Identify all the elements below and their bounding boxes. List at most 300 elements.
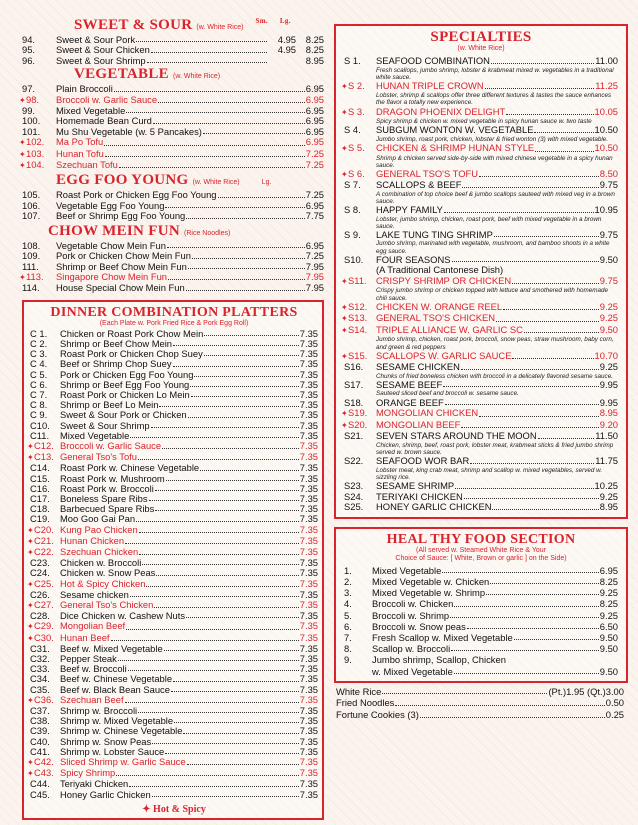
item-name: Mongolian Beef [60, 620, 126, 632]
leader-dots [395, 697, 604, 706]
item-number: C16. [30, 482, 50, 494]
extra-name: Fried Noodles [336, 697, 395, 709]
pepper-icon: ✦ [19, 149, 26, 159]
pepper-icon: ✦ [27, 441, 34, 451]
item-name: Shrimp w. Chinese Vegetable [60, 725, 183, 737]
item-price: 6.95 [305, 93, 324, 105]
item-name: MONGOLIAN CHICKEN [376, 407, 479, 419]
leader-dots [183, 726, 298, 733]
item-name: Beef w. Chinese Vegetable [60, 673, 173, 685]
pepper-icon: ✦ [27, 633, 34, 643]
pepper-icon: ✦ [341, 314, 348, 324]
item-price: 7.25 [305, 250, 324, 262]
leader-dots [156, 568, 298, 575]
item-price: 9.50 [599, 665, 618, 677]
leader-dots [165, 747, 299, 754]
item-number: C38. [30, 715, 50, 727]
item-number: C29. [34, 620, 54, 632]
leader-dots [152, 790, 299, 797]
item-number: 4. [344, 598, 352, 610]
pepper-icon: ✦ [19, 138, 26, 148]
item-price: 7.95 [305, 270, 324, 282]
item-number: C14. [30, 462, 50, 474]
item-number: S17. [344, 378, 364, 390]
item-number: C32. [30, 653, 50, 665]
leader-dots [218, 190, 305, 197]
leader-dots [111, 633, 299, 641]
leader-dots [188, 262, 305, 269]
item-number: C12. [34, 439, 54, 451]
leader-dots [450, 610, 599, 618]
item-name: SESAME BEEF [376, 378, 443, 390]
item-name: Sliced Shrimp w. Garlic Sauce [60, 756, 186, 768]
item-name: Roast Pork or Chicken Chop Suey [60, 348, 203, 360]
item-name: Plain Broccoli [56, 83, 113, 95]
item-name: Shrimp w. Broccoli [60, 705, 138, 717]
item-price: 7.25 [305, 147, 324, 159]
item-number-wrap [341, 141, 376, 155]
item-name: HAPPY FAMILY [376, 204, 443, 216]
item-name: Shrimp w. Lobster Sauce [60, 745, 165, 757]
item-price: 7.35 [299, 631, 318, 643]
leader-dots [470, 456, 594, 464]
item-price: 7.95 [305, 282, 324, 294]
item-price: 7.35 [299, 588, 318, 600]
item-number: C 5. [30, 368, 48, 380]
item-name: Roast Pork or Chicken Egg Foo Young [56, 189, 217, 201]
pepper-icon: ✦ [19, 161, 26, 171]
item-price: 11.00 [595, 55, 618, 66]
item-number: 111. [22, 260, 39, 272]
item-price: 8.95 [599, 501, 618, 513]
menu-item [30, 359, 318, 369]
healthy-box [334, 527, 628, 683]
leader-dots [155, 504, 298, 511]
item-name: Mixed Vegetable w. Shrimp [372, 587, 486, 599]
item-name: Teriyaki Chicken [60, 778, 129, 790]
extra-price: 0.50 [605, 697, 624, 709]
item-name: Shrimp or Beef Chow Mein Fun [56, 260, 187, 272]
leader-dots [204, 329, 298, 336]
item-name: Mu Shu Vegetable (w. 5 Pancakes) [56, 125, 202, 137]
leader-dots [479, 408, 599, 417]
menu-item [344, 431, 618, 442]
leader-dots [535, 143, 593, 152]
item-number: 6. [344, 620, 352, 632]
item-name: Shrimp w. Snow Peas [60, 735, 152, 747]
item-price: 10.50 [594, 141, 618, 153]
item-number: S 9. [344, 228, 361, 240]
item-price: 7.35 [299, 503, 318, 515]
item-price: 7.35 [299, 725, 318, 737]
item-price: 7.35 [299, 358, 318, 370]
pepper-icon: ✦ [341, 351, 348, 361]
item-price: 7.35 [299, 513, 318, 525]
item-name: Dice Chicken w. Cashew Nuts [60, 610, 186, 622]
menu-item [344, 456, 618, 467]
leader-dots [461, 420, 598, 429]
pepper-icon: ✦ [341, 409, 348, 419]
item-number: 94. [22, 34, 36, 45]
item-number: 105. [22, 189, 41, 201]
egg-foo-young-section [22, 173, 324, 221]
pepper-icon: ✦ [27, 525, 34, 535]
menu-item [344, 180, 618, 191]
leader-dots [491, 56, 594, 64]
item-name: GENERAL TSO'S CHICKEN [376, 312, 496, 324]
item-name: Hunan Beef [60, 631, 110, 643]
pepper-icon: ✦ [27, 758, 34, 768]
item-price: 6.95 [305, 136, 324, 148]
leader-dots [128, 664, 299, 671]
item-number: C 9. [30, 409, 48, 421]
extra-price: (Pt.)1.95 (Qt.)3.00 [548, 685, 624, 697]
leader-dots [147, 56, 267, 63]
item-price: 6.95 [305, 115, 324, 127]
item-name: Ma Po Tofu [56, 136, 104, 148]
item-name: Broccoli w. Garlic Sauce [56, 93, 158, 105]
item-name: Fresh Scallop w. Mixed Vegetable [372, 631, 513, 643]
leader-dots [445, 398, 599, 406]
item-name: Broccoli w. Shrimp [372, 609, 450, 621]
item-name: Mixed Vegetable [56, 105, 126, 117]
item-number: 5. [344, 609, 352, 621]
pepper-icon: ✦ [341, 420, 348, 430]
leader-dots [188, 410, 299, 417]
item-price: 7.35 [299, 378, 318, 390]
leader-dots [173, 339, 299, 346]
leader-dots [171, 685, 299, 692]
item-name: HONEY GARLIC CHICKEN [376, 501, 492, 513]
item-name: Mixed Vegetable w. Chicken [372, 575, 490, 587]
leader-dots [444, 205, 594, 213]
item-number: C43. [34, 767, 54, 779]
egg-foo-young-list [22, 190, 324, 221]
extra-item [336, 709, 624, 721]
specialties-title: SPECIALTIES [430, 29, 532, 45]
item-price: 7.35 [299, 429, 318, 441]
vegetable-section [19, 66, 324, 171]
item-number: S 2. [348, 79, 365, 91]
item-number: C 1. [30, 327, 48, 339]
item-price: 7.95 [305, 260, 324, 272]
item-name: Shrimp w. Mixed Vegetable [60, 715, 174, 727]
leader-dots [506, 107, 593, 116]
item-price: 7.35 [299, 745, 318, 757]
leader-dots [151, 45, 267, 52]
leader-dots [467, 621, 599, 629]
item-name: Shrimp or Beef Egg Foo Young [60, 378, 190, 390]
item-price: 9.25 [599, 312, 618, 324]
item-name: Szechuan Beef [60, 693, 124, 705]
left-column [19, 17, 324, 820]
item-name: Hunan Chicken [60, 534, 125, 546]
item-number: 113. [26, 270, 44, 282]
item-name: Szechuan Tofu [56, 159, 118, 171]
healthy-note-1: (All served w. Steamed White Rice & Your [416, 546, 546, 554]
item-price: 7.35 [299, 368, 318, 380]
item-number: C42. [34, 756, 54, 768]
menu-item [19, 159, 324, 171]
menu-item [30, 790, 318, 800]
menu-item [22, 283, 324, 293]
item-number-wrap [19, 159, 56, 171]
item-name: (A Traditional Cantonese Dish) [376, 264, 504, 276]
leader-dots [138, 452, 299, 460]
menu-item [341, 79, 618, 93]
item-price: 7.35 [299, 693, 318, 705]
item-name: Honey Garlic Chicken [60, 788, 151, 800]
item-number: S 6. [348, 167, 365, 179]
item-price: 7.35 [299, 778, 318, 790]
item-price: 7.25 [305, 189, 324, 201]
item-number: C13. [34, 451, 54, 463]
item-price: 8.25 [599, 598, 618, 610]
item-name: Beef w. Mixed Vegetable [60, 642, 163, 654]
item-number: C 7. [30, 388, 48, 400]
item-number: 3. [344, 587, 352, 599]
leader-dots [203, 127, 305, 134]
item-name: Shrimp or Beef Chow Mein [60, 337, 173, 349]
leader-dots [186, 611, 299, 618]
item-number: C41. [30, 745, 50, 757]
sweet-sour-title: SWEET & SOUR (w. White Rice) Sm. Lg. [74, 17, 291, 33]
dinner-combo-note: (Each Plate w. Pork Fried Rice & Pork Egg Roll) [99, 319, 249, 327]
leader-dots [125, 695, 299, 703]
item-price: 7.35 [299, 610, 318, 622]
leader-dots [382, 686, 547, 695]
item-number: 108. [22, 239, 41, 251]
item-price: 7.35 [299, 673, 318, 685]
item-number: 95. [22, 44, 36, 56]
pepper-icon: ✦ [341, 143, 348, 153]
item-price: 9.50 [599, 643, 618, 655]
item-price: 6.95 [305, 105, 324, 117]
item-price: 9.75 [599, 274, 618, 286]
item-name: CHICKEN W. ORANGE REEL [376, 300, 503, 312]
item-number: C45. [30, 788, 50, 800]
item-name: Hunan Tofu [56, 147, 104, 159]
leader-dots [485, 81, 595, 90]
item-name: Szechuan Chicken [60, 545, 139, 557]
menu-item [344, 56, 618, 67]
item-number: S21. [344, 430, 364, 442]
item-description: Lobster, shrimp & scallops offer three different textures & tastes the sauce enhances the flavor a totally new experience. [376, 92, 612, 107]
pepper-icon: ✦ [341, 81, 348, 91]
chow-mein-fun-section [19, 222, 324, 294]
item-price: 7.35 [299, 557, 318, 569]
item-number: C 6. [30, 378, 48, 390]
item-name: House Special Chow Mein Fun [56, 282, 185, 294]
item-number: 1. [344, 564, 352, 576]
leader-dots [443, 380, 599, 388]
menu-item [344, 632, 618, 643]
item-name: Beef or Shrimp Egg Foo Young [56, 210, 186, 222]
item-name: Singapore Chow Mein Fun [56, 270, 167, 282]
item-name: Beef w. Broccoli [60, 663, 127, 675]
leader-dots [503, 302, 599, 311]
specialties-list [341, 55, 618, 513]
pepper-icon: ✦ [27, 769, 34, 779]
leader-dots [190, 380, 298, 387]
leader-dots [165, 201, 304, 208]
item-price: 7.35 [299, 348, 318, 360]
item-description: Crispy jumbo shrimp or chicken topped with lettuce and smothered with homemade chili sauce. [376, 287, 609, 302]
chow-mein-fun-title: CHOW MEIN FUN (Rice Noodles) [48, 222, 231, 239]
leader-dots [154, 600, 298, 608]
item-number: S 1. [344, 55, 361, 66]
menu-item [27, 620, 318, 632]
menu-item [22, 56, 324, 66]
item-number: S15. [348, 349, 368, 361]
item-price: 7.35 [299, 388, 318, 400]
right-column [334, 24, 628, 721]
item-number: C34. [30, 673, 50, 685]
item-number: 114. [22, 282, 40, 294]
item-number: 9. [344, 654, 352, 666]
item-price: 7.35 [299, 599, 318, 610]
item-number: S 5. [348, 141, 365, 153]
item-price: 9.50 [599, 631, 618, 643]
item-name: ORANGE BEEF [376, 396, 444, 408]
item-price: 9.25 [599, 361, 618, 373]
item-name: GENERAL TSO'S TOFU [376, 167, 478, 179]
item-name: Hot & Spicy Chicken [60, 577, 146, 589]
item-price: 6.95 [305, 125, 324, 137]
leader-dots [512, 351, 593, 360]
item-price: 9.25 [599, 300, 618, 312]
item-number: S 4. [344, 124, 361, 136]
leader-dots [116, 768, 299, 776]
item-name: Mixed Vegetable [372, 564, 442, 576]
leader-dots [168, 272, 305, 280]
item-price-large: 8.25 [305, 44, 324, 56]
item-number: C19. [30, 513, 50, 525]
leader-dots [130, 590, 299, 597]
item-name: SEAFOOD COMBINATION [376, 55, 490, 66]
leader-dots [462, 180, 598, 188]
item-number: S22. [344, 455, 364, 467]
leader-dots [192, 251, 305, 258]
leader-dots [166, 474, 299, 481]
item-number: 109. [22, 250, 41, 262]
item-number: S20. [348, 418, 368, 430]
item-number: C36. [34, 693, 54, 705]
menu-item [22, 251, 324, 261]
item-name: Roast Pork or Chicken Lo Mein [60, 388, 190, 400]
leader-dots [534, 125, 593, 133]
item-number-wrap [341, 323, 376, 337]
item-number: C10. [30, 419, 50, 431]
leader-dots [104, 137, 305, 145]
item-number: C33. [30, 663, 50, 675]
item-number: 96. [22, 54, 36, 66]
leader-dots [129, 779, 298, 786]
leader-dots [514, 632, 599, 640]
item-number: 97. [22, 83, 36, 95]
item-name: Chicken w. Broccoli [60, 557, 142, 569]
item-price: 9.25 [599, 587, 618, 599]
pepper-icon: ✦ [27, 601, 34, 610]
item-price: 10.70 [594, 349, 618, 361]
item-name: w. Mixed Vegetable [372, 665, 453, 677]
item-name: General Tso's Chicken [60, 599, 154, 610]
item-price: 9.75 [599, 179, 618, 191]
item-number: 103. [26, 147, 45, 159]
leader-dots [420, 709, 605, 718]
menu-item [344, 565, 618, 576]
item-price: 7.35 [299, 399, 318, 411]
item-number: C15. [30, 472, 50, 484]
item-price: 10.25 [594, 479, 618, 491]
leader-dots [461, 362, 599, 370]
item-price: 7.35 [299, 545, 318, 557]
item-price: 9.95 [599, 396, 618, 408]
item-number [344, 666, 372, 677]
item-price: 9.25 [599, 609, 618, 621]
item-description: Chicken, shrimp, beef, roast pork, lobster meat, krabmeat sticks & fried jumbo shrimp served w. brown sauce. [376, 441, 614, 457]
menu-item [344, 654, 618, 665]
leader-dots [114, 84, 305, 91]
item-number: S11. [348, 274, 367, 286]
menu-item [344, 362, 618, 373]
item-name: Kung Pao Chicken [60, 523, 138, 535]
leader-dots [119, 160, 305, 168]
leader-dots [186, 283, 305, 290]
menu-item [344, 481, 618, 492]
leader-dots [173, 359, 299, 366]
item-price-small: 4.95 [277, 44, 296, 56]
menu-item [344, 205, 618, 216]
item-number: S23. [344, 479, 364, 491]
menu-item [344, 598, 618, 609]
menu-item [344, 230, 618, 241]
item-name: Sweet & Sour Shrimp [60, 419, 150, 431]
menu-item [344, 587, 618, 598]
item-number: S25. [344, 501, 364, 513]
item-price: 6.95 [305, 199, 324, 211]
item-number: 7. [344, 631, 352, 643]
item-price: 7.35 [299, 663, 318, 675]
item-name: DRAGON PHOENIX DELIGHT [376, 105, 506, 117]
extra-name: Fortune Cookies (3) [336, 708, 419, 720]
leader-dots [512, 276, 599, 285]
leader-dots [126, 106, 304, 113]
menu-item [344, 576, 618, 587]
item-number-wrap [341, 105, 376, 119]
leader-dots [151, 421, 299, 428]
extras-list [334, 683, 628, 721]
item-name: SESAME SHRIMP [376, 479, 455, 491]
leader-dots [149, 494, 299, 501]
menu-item [344, 621, 618, 632]
pepper-icon: ✦ [341, 169, 348, 179]
item-number: C 4. [30, 358, 48, 370]
item-name: Sweet & Sour Pork [56, 34, 136, 45]
item-number: S19. [348, 407, 368, 419]
item-name: Vegetable Chow Mein Fun [56, 239, 166, 251]
item-name: Jumbo shrimp, Scallop, Chicken [372, 654, 506, 666]
item-number: 104. [26, 159, 45, 171]
leader-dots [174, 716, 299, 723]
item-price: 7.35 [299, 683, 318, 695]
menu-item [344, 125, 618, 136]
item-price: 8.25 [599, 575, 618, 587]
item-description: Shrimp & chicken served side-by-side with mixed chinese vegetable in a spicy hunan sauce. [376, 154, 613, 169]
item-number: S18. [344, 396, 364, 408]
item-price: 9.50 [599, 253, 618, 265]
leader-dots [142, 558, 298, 565]
